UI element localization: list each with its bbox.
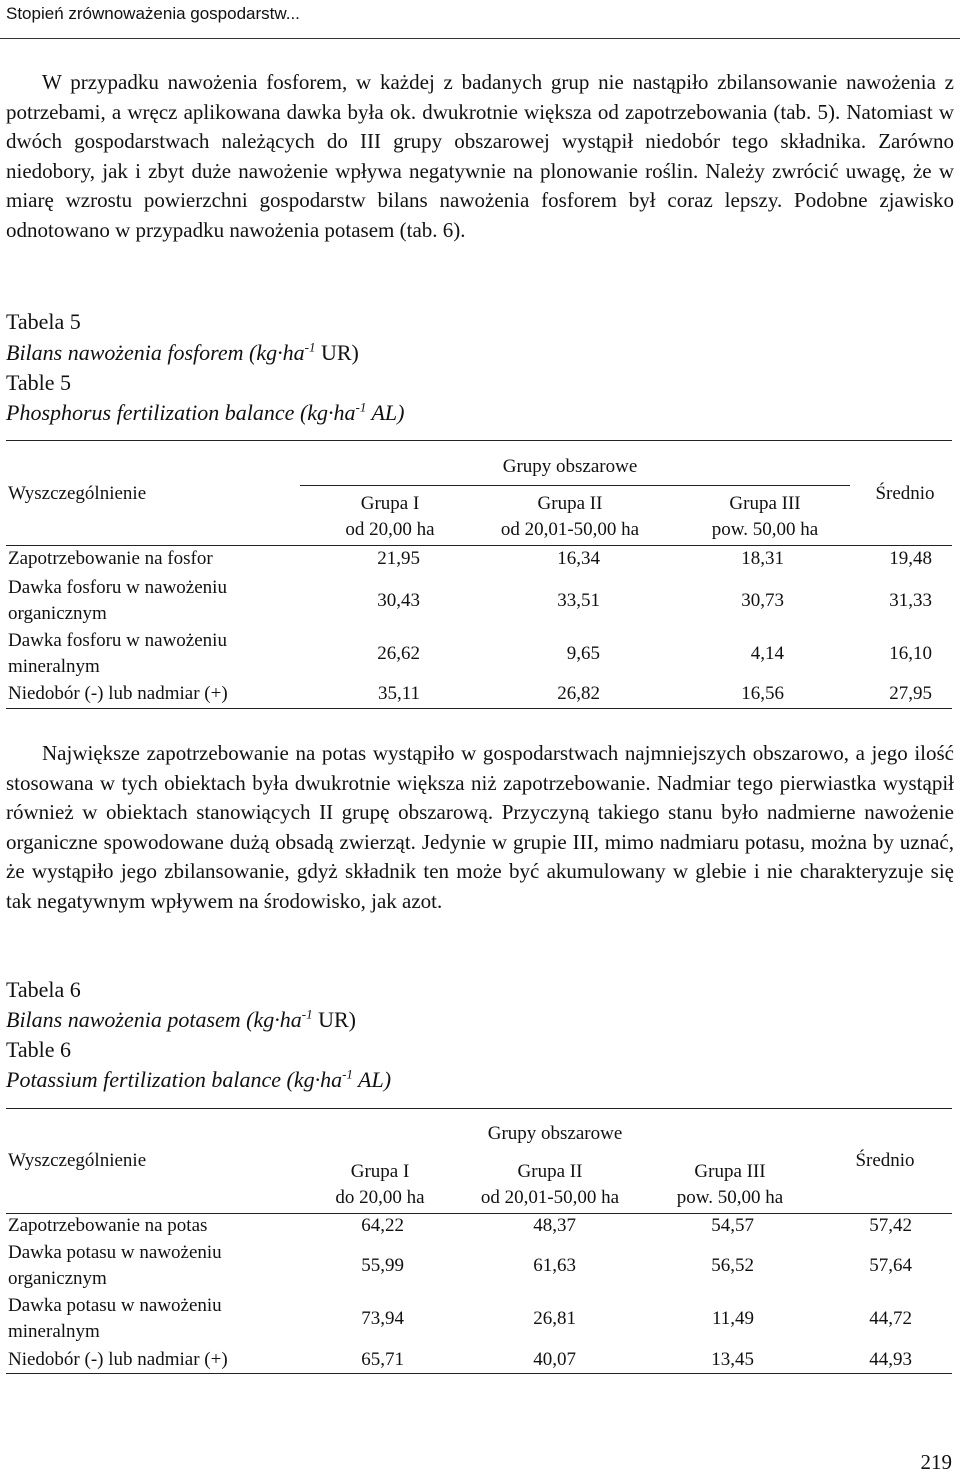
table5-row3-g1: 26,62 [377,643,420,664]
paragraph-1 [6,68,954,245]
table5-title-en-unit: ha [333,400,356,425]
table5-title-pl-unit: ha [282,340,305,365]
table5-row4-g3: 16,56 [741,683,784,704]
table5-row2-label: Dawka fosforu w nawożeniu [8,577,227,598]
table6-title-en-post: AL) [352,1067,392,1092]
table6-group1-name: Grupa I [350,1161,410,1182]
paragraph-2-text: Największe zapotrzebowanie na potas wystąpiło w gospodarstwach najmniejszych obszarowo, a jego ilość stosowana w tych obiektach była dwukrotnie większa niż zapotrzebowanie. Nadmiar tego pierwiastka wystąpił również w obiektach stanowiących II grupę obszarową. Przyczyną takiego stanu było nadmierne nawożenie organiczne spowodowane dużą obsadą zwierząt. Jedynie w grupie III, mimo nadmiaru potasu, można by uznać, że wystąpiło jego zbilansowanie, gdyż składnik ten może być akumulowany w glebie i nie charakteryzuje się tak negatywnym wpływem na środowisko, jak azot. [6,741,954,913]
table6-top-rule [6,1108,952,1109]
table5-row4-label: Niedobór (-) lub nadmiar (+) [8,683,228,704]
table5-row4-g2: 26,82 [557,683,600,704]
table6-row1-g3: 54,57 [711,1215,754,1236]
table5-top-rule [6,440,952,441]
table6-header-mean: Średnio [855,1150,915,1171]
table6-group2-range: od 20,01-50,00 ha [480,1187,620,1208]
table5-bottom-rule [6,708,952,709]
table6-group1-range: do 20,00 ha [335,1187,425,1208]
table6-title-pl-post: UR) [312,1007,356,1032]
table6-title-en [6,1065,391,1095]
table6-row2-g3: 56,52 [711,1255,754,1276]
table5-header-groups: Grupy obszarowe [502,456,638,477]
table5-row3-g3: 4,14 [750,643,784,664]
table6-label-pl: Tabela 6 [6,977,81,1002]
table5-group3-name: Grupa III [729,493,801,514]
header-rule [0,38,960,39]
table6-row4-g1: 65,71 [361,1349,404,1370]
table6-row4-g3: 13,45 [711,1349,754,1370]
table6-row3-g2: 26,81 [533,1308,576,1329]
table6-row2-label2: organicznym [8,1268,107,1289]
running-head: Stopień zrównoważenia gospodarstw... [6,4,300,23]
table5-title-pl-post: UR) [315,340,359,365]
table6-row3-label2: mineralnym [8,1321,100,1342]
table5-row1-g2: 16,34 [557,548,600,569]
table6-title-en-unit: ha [320,1067,343,1092]
table5-title-en-dot: · [328,400,334,425]
table6-row3-mean: 44,72 [869,1308,912,1329]
table5-title-pl-sup: -1 [304,339,316,355]
table5-row1-label: Zapotrzebowanie na fosfor [8,548,213,569]
table6-row3-label: Dawka potasu w nawożeniu [8,1295,222,1316]
table6-row3-g3: 11,49 [711,1308,754,1329]
table6-header-item: Wyszczególnienie [8,1150,147,1171]
table6-title-en-dot: · [314,1067,321,1092]
table5-title-en [6,398,404,428]
table5-groups-rule [300,485,850,486]
table6-title-en-sup: -1 [342,1066,353,1082]
table5-row1-g3: 18,31 [741,548,784,569]
table6-row3-g1: 73,94 [361,1308,404,1329]
table5-row3-label2: mineralnym [8,656,100,677]
table6-title-pl-sup: -1 [301,1006,313,1022]
table6-title-pl-unit: ha [279,1007,302,1032]
table5-header-item: Wyszczególnienie [8,483,147,504]
paragraph-1-text: W przypadku nawożenia fosforem, w każdej z badanych grup nie nastąpiło zbilansowanie nawożenia z potrzebami, a wręcz aplikowana dawka była ok. dwukrotnie większa od zapotrzebowania (tab. 5). Natomiast w dwóch gospodarstwach należących do III grupy obszarowej wystąpił niedobór tego składnika. Zarówno niedobory, jak i zbyt duże nawożenie wpływa negatywnie na plonowanie roślin. Należy zwrócić uwagę, że w miarę wzrostu powierzchni gospodarstw bilans nawożenia fosforem był coraz lepszy. Podobne zjawisko odnotowano w przypadku nawożenia potasem (tab. 6). [6,70,954,242]
table6-row2-g2: 61,63 [533,1255,576,1276]
table5-row3-mean: 16,10 [889,643,932,664]
table5-row1-g1: 21,95 [377,548,420,569]
table5-row4-g1: 35,11 [377,683,420,704]
table6-row2-label: Dawka potasu w nawożeniu [8,1242,222,1263]
table6-row4-g2: 40,07 [533,1349,576,1370]
table6-header-groups: Grupy obszarowe [487,1123,623,1144]
table6-row4-mean: 44,93 [869,1349,912,1370]
table6-row2-g1: 55,99 [361,1255,404,1276]
table5-row2-g3: 30,73 [741,590,784,611]
table5-row3-g2: 9,65 [566,643,600,664]
table6-row4-label: Niedobór (-) lub nadmiar (+) [8,1349,228,1370]
table5-title-pl-pre: Bilans nawożenia fosforem (kg [6,340,278,365]
table5-title-pl-dot: · [277,340,283,365]
paragraph-2 [6,739,954,916]
table6-row1-g2: 48,37 [533,1215,576,1236]
table5-row2-mean: 31,33 [889,590,932,611]
table6-row1-label: Zapotrzebowanie na potas [8,1215,208,1236]
table5-row2-g2: 33,51 [557,590,600,611]
table5-group2-name: Grupa II [537,493,603,514]
table5-row3-label: Dawka fosforu w nawożeniu [8,630,227,651]
table5-label-pl: Tabela 5 [6,309,81,334]
table5-row1-mean: 19,48 [889,548,932,569]
table6-row1-mean: 57,42 [869,1215,912,1236]
table5-row2-label2: organicznym [8,603,107,624]
table5-title-en-pre: Phosphorus fertilization balance (kg [6,400,329,425]
table5-header-mean: Średnio [875,483,935,504]
table6-bottom-rule [6,1373,952,1374]
page-number: 219 [920,1450,952,1474]
table6-title-pl-dot: · [274,1007,280,1032]
table6-row2-mean: 57,64 [869,1255,912,1276]
table6-group3-range: pow. 50,00 ha [676,1187,784,1208]
table6-row1-g1: 64,22 [361,1215,404,1236]
table6-group3-name: Grupa III [694,1161,766,1182]
table5-title-pl [6,338,359,368]
table6-label-en: Table 6 [6,1037,72,1062]
table5-title-en-sup: -1 [355,399,367,415]
table5-label-en: Table 5 [6,370,72,395]
table6-group2-name: Grupa II [517,1161,583,1182]
table6-title-en-pre: Potassium fertilization balance (kg [6,1067,315,1092]
table5-group2-range: od 20,01-50,00 ha [500,519,640,540]
table5-group1-range: od 20,00 ha [345,519,435,540]
table6-title-pl [6,1005,356,1035]
table5-row2-g1: 30,43 [377,590,420,611]
table5-group3-range: pow. 50,00 ha [711,519,819,540]
table5-title-en-post: AL) [366,400,405,425]
table5-group1-name: Grupa I [360,493,420,514]
table6-title-pl-pre: Bilans nawożenia potasem (kg [6,1007,275,1032]
table5-row4-mean: 27,95 [889,683,932,704]
